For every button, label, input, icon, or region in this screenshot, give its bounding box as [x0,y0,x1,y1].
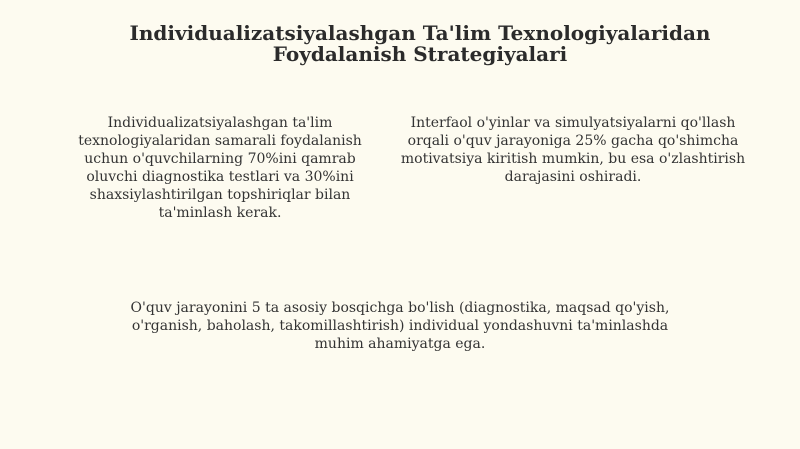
diagnostics-strategy-text: Individualizatsiyalashgan ta'lim texnologiyalaridan samarali foydalanish uchun o'quvchilarning 70%ini qamrab oluvchi diagnostika testlari va 30%ini shaxsiylashtirilgan topshiriqlar bilan ta'minlash kerak. [78,115,362,221]
slide-title: Individualizatsiyalashgan Ta'lim Texnologiyalaridan Foydalanish Strategiyalari [129,21,711,66]
interactive-games-text: Interfaol o'yinlar va simulyatsiyalarni qo'llash orqali o'quv jarayoniga 25% gacha qo'shimcha motivatsiya kiritish mumkin, bu esa o'zlashtirish darajasini oshiradi. [400,115,746,185]
learning-stages-text: O'quv jarayonini 5 ta asosiy bosqichga bo'lish (diagnostika, maqsad qo'yish, o'rganish, baholash, takomillashtirish) individual yondashuvni ta'minlashda muhim ahamiyatga ega. [130,300,670,352]
